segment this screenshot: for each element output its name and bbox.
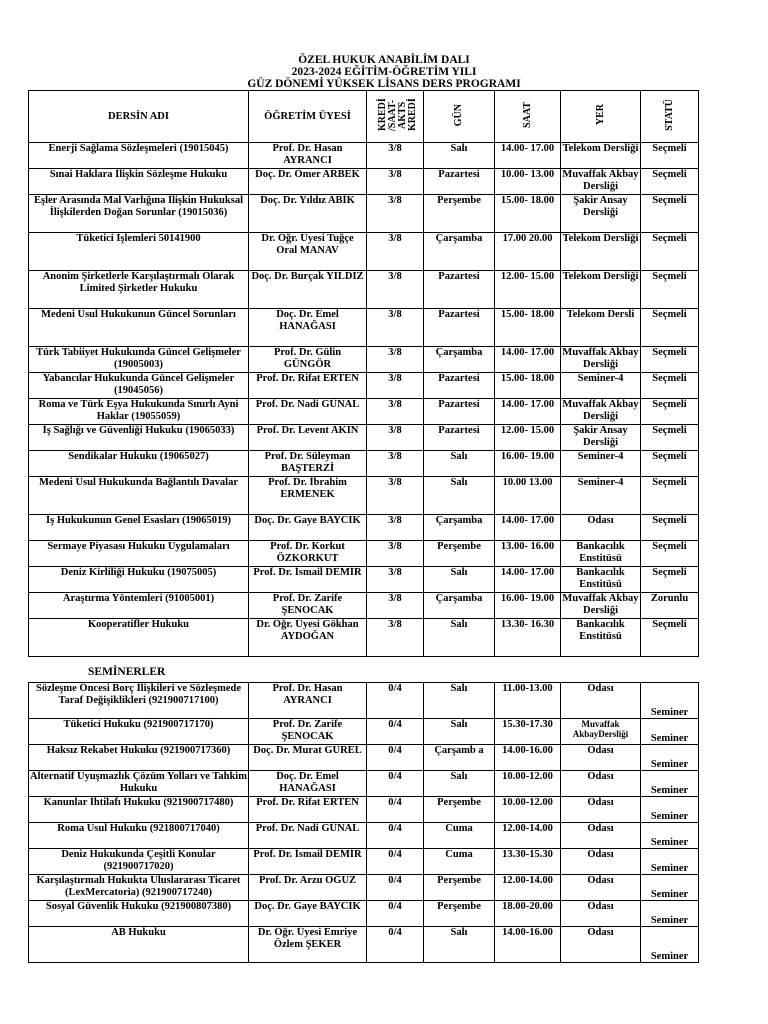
cell-gun: Salı	[424, 927, 495, 963]
cell-saat: 15.00- 18.00	[495, 373, 561, 399]
cell-gun: Çarşamba	[424, 347, 495, 373]
cell-ogretim: Prof. Dr. Korkut ÖZKORKUT	[249, 541, 367, 567]
cell-saat: 14.00-16.00	[495, 745, 561, 771]
cell-statu: Seçmeli	[641, 169, 699, 195]
col-header-gun: GÜN	[453, 103, 464, 126]
cell-yer: Odası	[561, 849, 641, 875]
cell-yer: Bankacılık Enstitüsü	[561, 567, 641, 593]
cell-statu: Seçmeli	[641, 477, 699, 515]
cell-yer: Şakir Ansay Dersliği	[561, 195, 641, 233]
col-header-ders: DERSİN ADI	[29, 91, 249, 143]
cell-saat: 15.30-17.30	[495, 719, 561, 745]
cell-yer: Odası	[561, 875, 641, 901]
cell-gun: Pazartesi	[424, 425, 495, 451]
cell-ogretim: Prof. Dr. Rifat ERTEN	[249, 797, 367, 823]
cell-ders: Kooperatifler Hukuku	[29, 619, 249, 657]
course-row	[29, 347, 699, 373]
cell-saat: 14.00- 17.00	[495, 399, 561, 425]
course-row	[29, 567, 699, 593]
header-line-3: GÜZ DÖNEMİ YÜKSEK LİSANS DERS PROGRAMI	[247, 78, 521, 90]
cell-statu: Seçmeli	[641, 567, 699, 593]
cell-saat: 14.00- 17.00	[495, 347, 561, 373]
cell-statu: Seminer	[641, 875, 699, 901]
cell-ogretim: Prof. Dr. Zarife ŞENOCAK	[249, 719, 367, 745]
cell-kredi: 3/8	[367, 271, 424, 309]
cell-gun: Çarşamb a	[424, 745, 495, 771]
seminar-row	[29, 797, 699, 823]
cell-yer: Odası	[561, 823, 641, 849]
cell-gun: Pazartesi	[424, 169, 495, 195]
cell-gun: Cuma	[424, 823, 495, 849]
cell-kredi: 0/4	[367, 823, 424, 849]
seminar-row	[29, 901, 699, 927]
cell-ders: Yabancılar Hukukunda Güncel Gelişmeler (19045056)	[29, 373, 249, 399]
cell-kredi: 3/8	[367, 515, 424, 541]
cell-kredi: 3/8	[367, 541, 424, 567]
header-line-2: 2023-2024 EĞİTİM-ÖĞRETİM YILI	[291, 66, 477, 78]
cell-saat: 13.30-15.30	[495, 849, 561, 875]
cell-ders: İş Sağlığı ve Güvenliği Hukuku (19065033)	[29, 425, 249, 451]
cell-ogretim: Dr. Öğr. Üyesi Tuğçe Oral MANAV	[249, 233, 367, 271]
col-header-saat: SAAT	[521, 101, 533, 128]
cell-gun: Perşembe	[424, 797, 495, 823]
cell-gun: Cuma	[424, 849, 495, 875]
course-row	[29, 515, 699, 541]
seminar-row	[29, 927, 699, 963]
cell-statu: Seçmeli	[641, 271, 699, 309]
cell-gun: Pazartesi	[424, 271, 495, 309]
cell-saat: 14.00- 17.00	[495, 515, 561, 541]
cell-ogretim: Prof. Dr. Süleyman BAŞTERZİ	[249, 451, 367, 477]
seminar-row	[29, 719, 699, 745]
cell-statu: Seminer	[641, 927, 699, 963]
cell-gun: Salı	[424, 619, 495, 657]
cell-ders: Deniz Kirliliği Hukuku (19075005)	[29, 567, 249, 593]
course-row	[29, 373, 699, 399]
cell-saat: 14.00- 17.00	[495, 143, 561, 169]
col-header-saat-cell	[495, 91, 561, 143]
course-row	[29, 399, 699, 425]
cell-yer: Telekom Dersliği	[561, 143, 641, 169]
cell-ders: Karşılaştırmalı Hukukta Uluslararası Ticaret (LexMercatoria) (921900717240)	[29, 875, 249, 901]
cell-saat: 15.00- 18.00	[495, 195, 561, 233]
cell-ogretim: Doç. Dr. Gaye BAYCIK	[249, 515, 367, 541]
cell-ders: Tüketici Hukuku (921900717170)	[29, 719, 249, 745]
cell-kredi: 3/8	[367, 451, 424, 477]
cell-kredi: 0/4	[367, 771, 424, 797]
cell-yer: Odası	[561, 771, 641, 797]
cell-statu: Seminer	[641, 719, 699, 745]
cell-ders: Roma Usul Hukuku (921800717040)	[29, 823, 249, 849]
col-header-kredi-cell	[367, 91, 424, 143]
cell-kredi: 3/8	[367, 425, 424, 451]
seminar-row	[29, 683, 699, 719]
cell-ogretim: Prof. Dr. Nadi GÜNAL	[249, 823, 367, 849]
cell-ders: Sınai Haklara İlişkin Sözleşme Hukuku	[29, 169, 249, 195]
seminar-row	[29, 771, 699, 797]
cell-statu: Seçmeli	[641, 195, 699, 233]
cell-ogretim: Dr. Öğr. Üyesi Emriye Özlem ŞEKER	[249, 927, 367, 963]
cell-kredi: 3/8	[367, 619, 424, 657]
cell-kredi: 3/8	[367, 143, 424, 169]
cell-kredi: 0/4	[367, 683, 424, 719]
cell-ders: Sözleşme Öncesi Borç İlişkileri ve Sözleşmede Taraf Değişiklikleri (921900717100)	[29, 683, 249, 719]
cell-saat: 10.00- 13.00	[495, 169, 561, 195]
col-header-yer-cell	[561, 91, 641, 143]
cell-kredi: 3/8	[367, 477, 424, 515]
course-row	[29, 451, 699, 477]
cell-gun: Salı	[424, 683, 495, 719]
course-row	[29, 619, 699, 657]
cell-ders: Sermaye Piyasası Hukuku Uygulamaları	[29, 541, 249, 567]
course-row	[29, 169, 699, 195]
cell-ogretim: Prof. Dr. Hasan AYRANCI	[249, 683, 367, 719]
cell-kredi: 0/4	[367, 719, 424, 745]
col-header-gun-cell	[424, 91, 495, 143]
cell-saat: 12.00-14.00	[495, 823, 561, 849]
cell-kredi: 0/4	[367, 849, 424, 875]
cell-saat: 12.00-14.00	[495, 875, 561, 901]
cell-ders: Tüketici İşlemleri 50141900	[29, 233, 249, 271]
cell-gun: Perşembe	[424, 875, 495, 901]
cell-kredi: 3/8	[367, 347, 424, 373]
cell-ogretim: Doç. Dr. Burçak YILDIZ	[249, 271, 367, 309]
cell-statu: Seçmeli	[641, 399, 699, 425]
cell-statu: Seçmeli	[641, 619, 699, 657]
cell-ders: Haksız Rekabet Hukuku (921900717360)	[29, 745, 249, 771]
cell-saat: 15.00- 18.00	[495, 309, 561, 347]
cell-kredi: 0/4	[367, 901, 424, 927]
cell-gun: Çarşamba	[424, 515, 495, 541]
cell-statu: Seçmeli	[641, 309, 699, 347]
seminar-row	[29, 823, 699, 849]
seminerler-title: SEMİNERLER	[88, 666, 166, 678]
cell-ders: Medeni Usul Hukukunun Güncel Sorunları	[29, 309, 249, 347]
cell-ders: Sendikalar Hukuku (19065027)	[29, 451, 249, 477]
cell-ders: Sosyal Güvenlik Hukuku (921900807380)	[29, 901, 249, 927]
cell-ogretim: Prof. Dr. Levent AKIN	[249, 425, 367, 451]
cell-gun: Perşembe	[424, 195, 495, 233]
cell-yer: Odası	[561, 515, 641, 541]
cell-kredi: 0/4	[367, 875, 424, 901]
cell-kredi: 0/4	[367, 745, 424, 771]
cell-saat: 14.00- 17.00	[495, 567, 561, 593]
cell-statu: Seçmeli	[641, 233, 699, 271]
cell-yer: Telekom Dersli	[561, 309, 641, 347]
seminar-row	[29, 745, 699, 771]
course-row	[29, 541, 699, 567]
cell-kredi: 0/4	[367, 797, 424, 823]
cell-kredi: 3/8	[367, 195, 424, 233]
cell-saat: 13.30- 16.30	[495, 619, 561, 657]
cell-yer: Bankacılık Enstitüsü	[561, 619, 641, 657]
cell-yer: Odası	[561, 797, 641, 823]
cell-ogretim: Doç. Dr. Murat GÜREL	[249, 745, 367, 771]
cell-ogretim: Prof. Dr. Rifat ERTEN	[249, 373, 367, 399]
cell-statu: Seminer	[641, 683, 699, 719]
cell-kredi: 3/8	[367, 593, 424, 619]
cell-ogretim: Dr. Öğr. Üyesi Gökhan AYDOĞAN	[249, 619, 367, 657]
cell-ders: Türk Tabiiyet Hukukunda Güncel Gelişmeler (19005003)	[29, 347, 249, 373]
cell-gun: Salı	[424, 771, 495, 797]
cell-ogretim: Prof. Dr. Hasan AYRANCI	[249, 143, 367, 169]
cell-statu: Seçmeli	[641, 541, 699, 567]
cell-ders: İş Hukukunun Genel Esasları (19065019)	[29, 515, 249, 541]
course-row	[29, 233, 699, 271]
cell-yer: Muvaffak Akbay Dersliği	[561, 399, 641, 425]
cell-ogretim: Prof. Dr. Arzu OĞUZ	[249, 875, 367, 901]
cell-gun: Çarşamba	[424, 233, 495, 271]
cell-statu: Zorunlu	[641, 593, 699, 619]
cell-yer: Seminer-4	[561, 451, 641, 477]
cell-statu: Seminer	[641, 771, 699, 797]
cell-ders: Anonim Şirketlerle Karşılaştırmalı Olarak Limited Şirketler Hukuku	[29, 271, 249, 309]
cell-saat: 17.00 20.00	[495, 233, 561, 271]
cell-yer: Telekom Dersliği	[561, 271, 641, 309]
cell-ders: Araştırma Yöntemleri (91005001)	[29, 593, 249, 619]
cell-ogretim: Prof. Dr. Nadi GÜNAL	[249, 399, 367, 425]
cell-kredi: 3/8	[367, 399, 424, 425]
cell-ogretim: Doç. Dr. Yıldız ABİK	[249, 195, 367, 233]
cell-gun: Salı	[424, 143, 495, 169]
cell-statu: Seçmeli	[641, 143, 699, 169]
course-table	[28, 90, 699, 657]
cell-kredi: 3/8	[367, 567, 424, 593]
cell-gun: Salı	[424, 567, 495, 593]
cell-saat: 10.00-12.00	[495, 797, 561, 823]
cell-kredi: 3/8	[367, 233, 424, 271]
cell-gun: Salı	[424, 477, 495, 515]
cell-kredi: 0/4	[367, 927, 424, 963]
cell-saat: 16.00- 19.00	[495, 451, 561, 477]
seminar-row	[29, 875, 699, 901]
col-header-ogretim: ÖĞRETİM ÜYESİ	[249, 91, 367, 143]
cell-ders: Deniz Hukukunda Çeşitli Konular (921900717020)	[29, 849, 249, 875]
cell-saat: 13.00- 16.00	[495, 541, 561, 567]
cell-yer: Bankacılık Enstitüsü	[561, 541, 641, 567]
course-row	[29, 309, 699, 347]
cell-saat: 14.00-16.00	[495, 927, 561, 963]
cell-ders: Roma ve Türk Eşya Hukukunda Sınırlı Ayni Haklar (19055059)	[29, 399, 249, 425]
cell-ders: Eşler Arasında Mal Varlığına İlişkin Hukuksal İlişkilerden Doğan Sorunlar (19015036)	[29, 195, 249, 233]
header-line-1: ÖZEL HUKUK ANABİLİM DALI	[298, 54, 470, 66]
cell-gun: Pazartesi	[424, 373, 495, 399]
cell-statu: Seçmeli	[641, 451, 699, 477]
cell-yer: Muvaffak Akbay Dersliği	[561, 593, 641, 619]
cell-yer: Muvaffak AkbayDersliği	[561, 719, 641, 745]
cell-yer: Seminer-4	[561, 373, 641, 399]
col-header-yer: YER	[594, 104, 606, 126]
cell-ogretim: Prof. Dr. İsmail DEMİR	[249, 849, 367, 875]
cell-gun: Perşembe	[424, 901, 495, 927]
seminar-table	[28, 682, 699, 963]
cell-yer: Muvaffak Akbay Dersliği	[561, 169, 641, 195]
cell-ogretim: Doç. Dr. Emel HANAĞASI	[249, 771, 367, 797]
cell-ogretim: Prof. Dr. Zarife ŞENOCAK	[249, 593, 367, 619]
cell-gun: Salı	[424, 719, 495, 745]
cell-ogretim: Doç. Dr. Gaye BAYCIK	[249, 901, 367, 927]
cell-saat: 11.00-13.00	[495, 683, 561, 719]
cell-yer: Odası	[561, 901, 641, 927]
col-header-statu: STATÜ	[663, 98, 675, 131]
cell-ogretim: Prof. Dr. Gülin GÜNGÖR	[249, 347, 367, 373]
cell-kredi: 3/8	[367, 309, 424, 347]
cell-kredi: 3/8	[367, 373, 424, 399]
cell-gun: Pazartesi	[424, 399, 495, 425]
cell-saat: 12.00- 15.00	[495, 271, 561, 309]
cell-saat: 10.00-12.00	[495, 771, 561, 797]
cell-ogretim: Prof. Dr. İsmail DEMİR	[249, 567, 367, 593]
col-header-statu-cell	[641, 91, 699, 143]
cell-ogretim: Prof. Dr. İbrahim ERMENEK	[249, 477, 367, 515]
cell-saat: 16.00- 19.00	[495, 593, 561, 619]
cell-ogretim: Doç. Dr. Ömer ARBEK	[249, 169, 367, 195]
cell-yer: Seminer-4	[561, 477, 641, 515]
cell-saat: 10.00 13.00	[495, 477, 561, 515]
cell-statu: Seminer	[641, 823, 699, 849]
cell-gun: Salı	[424, 451, 495, 477]
cell-statu: Seminer	[641, 849, 699, 875]
cell-yer: Odası	[561, 745, 641, 771]
cell-saat: 12.00- 15.00	[495, 425, 561, 451]
cell-saat: 18.00-20.00	[495, 901, 561, 927]
cell-yer: Muvaffak Akbay Dersliği	[561, 347, 641, 373]
course-row	[29, 143, 699, 169]
cell-ogretim: Doç. Dr. Emel HANAĞASI	[249, 309, 367, 347]
cell-statu: Seminer	[641, 901, 699, 927]
cell-ders: Medeni Usul Hukukunda Bağlantılı Davalar	[29, 477, 249, 515]
cell-ders: AB Hukuku	[29, 927, 249, 963]
course-row	[29, 425, 699, 451]
cell-yer: Telekom Dersliği	[561, 233, 641, 271]
cell-gun: Perşembe	[424, 541, 495, 567]
cell-yer: Odası	[561, 683, 641, 719]
cell-statu: Seminer	[641, 797, 699, 823]
cell-kredi: 3/8	[367, 169, 424, 195]
cell-statu: Seçmeli	[641, 425, 699, 451]
col-header-kredi: KREDİ /SAAT- AKTS KREDİ	[377, 98, 418, 132]
cell-ders: Enerji Sağlama Sözleşmeleri (19015045)	[29, 143, 249, 169]
cell-yer: Şakir Ansay Dersliği	[561, 425, 641, 451]
course-row	[29, 593, 699, 619]
cell-gun: Çarşamba	[424, 593, 495, 619]
cell-statu: Seçmeli	[641, 373, 699, 399]
cell-statu: Seçmeli	[641, 347, 699, 373]
cell-gun: Pazartesi	[424, 309, 495, 347]
seminar-row	[29, 849, 699, 875]
course-row	[29, 195, 699, 233]
cell-ders: Kanunlar İhtilafı Hukuku (921900717480)	[29, 797, 249, 823]
cell-statu: Seminer	[641, 745, 699, 771]
cell-statu: Seçmeli	[641, 515, 699, 541]
course-row	[29, 271, 699, 309]
cell-yer: Odası	[561, 927, 641, 963]
course-row	[29, 477, 699, 515]
cell-ders: Alternatif Uyuşmazlık Çözüm Yolları ve Tahkim Hukuku	[29, 771, 249, 797]
